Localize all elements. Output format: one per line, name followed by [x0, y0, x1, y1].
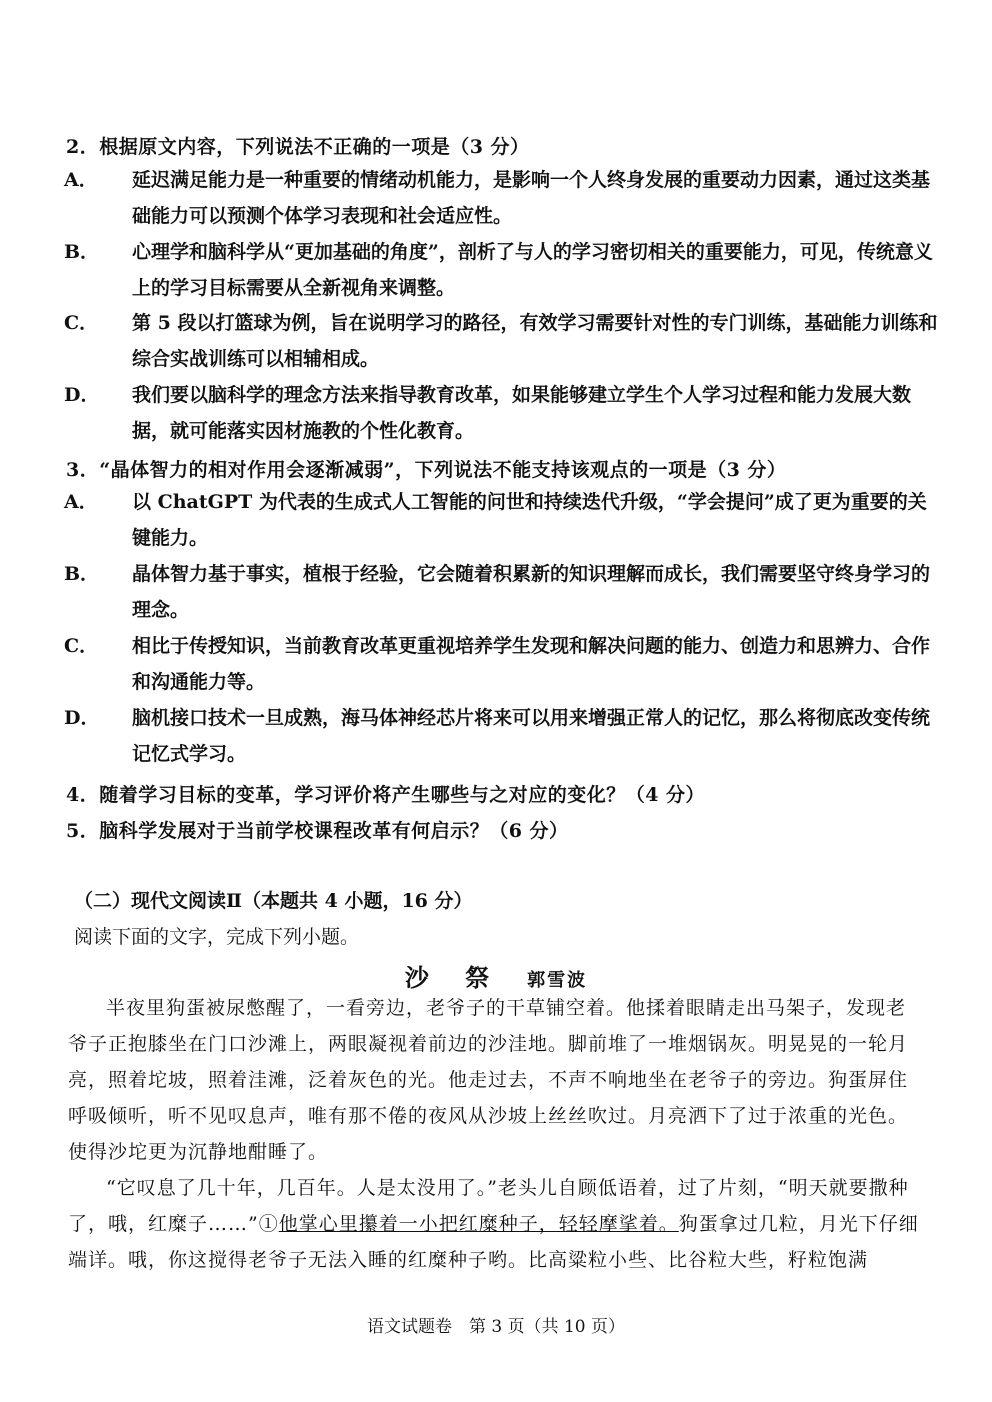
- question-3-stem: 3．“晶体智力的相对作用会逐渐减弱”，下列说法不能支持该观点的一项是（3 分）: [66, 459, 787, 481]
- option-label: B．: [64, 563, 100, 585]
- option-text: 晶体智力基于事实，植根于经验，它会随着积累新的知识理解而成长，我们需要坚守终身学习的理念。: [132, 563, 931, 621]
- article-title-line: [0, 958, 992, 993]
- option-label: D．: [64, 707, 100, 729]
- page-footer: 语文试题卷 第 3 页（共 10 页）: [366, 1317, 626, 1337]
- q3-option-c: [64, 628, 944, 700]
- q3-option-d: [64, 700, 944, 772]
- section-heading: （二）现代文阅读Ⅱ（本题共 4 小题，16 分）: [74, 890, 473, 912]
- q2-option-d: [64, 377, 944, 449]
- option-text: 相比于传授知识，当前教育改革更重视培养学生发现和解决问题的能力、创造力和思辨力、合作和沟通能力等。: [132, 635, 931, 693]
- q3-option-a: [64, 484, 944, 556]
- option-text: 第 5 段以打篮球为例，旨在说明学习的路径，有效学习需要针对性的专门训练，基础能力训练和综合实战训练可以相辅相成。: [132, 312, 938, 370]
- article-paragraph-1: 半夜里狗蛋被尿憋醒了，一看旁边，老爷子的干草铺空着。他揉着眼睛走出马架子，发现老爷子正抱膝坐在门口沙滩上，两眼凝视着前边的沙洼地。脚前堆了一堆烟锅灰。明晃晃的一轮月亮，照着坨坡，照着洼滩，泛着灰色的光。他走过去，不声不响地坐在老爷子的旁边。狗蛋屏住呼吸倾听，听不见叹息声，唯有那不倦的夜风从沙坡上丝丝吹过。月亮洒下了过于浓重的光色。使得沙坨更为沉静地酣睡了。: [68, 997, 909, 1163]
- option-text: 以 ChatGPT 为代表的生成式人工智能的问世和持续迭代升级，“学会提问”成了更为重要的关键能力。: [132, 491, 927, 549]
- option-text: 心理学和脑科学从“更加基础的角度”，剖析了与人的学习密切相关的重要能力，可见，传统意义上的学习目标需要从全新视角来调整。: [132, 241, 933, 299]
- q2-option-c: [64, 305, 944, 377]
- option-label: A．: [64, 491, 98, 513]
- option-label: D．: [64, 384, 100, 406]
- article-title: 沙 祭: [404, 963, 504, 992]
- reading-instruction: 阅读下面的文字，完成下列小题。: [74, 926, 360, 948]
- paragraph-text: “它叹息了几十年，几百年。人是太没用了。”老头儿自顾低语着，过了片刻，“明天就要撒种了，哦，红糜子……”①: [68, 1177, 909, 1235]
- paragraph-text: 狗蛋拿过几粒，月光下仔细端详。哦，你这搅得老爷子无法入睡的红糜种子哟。比高粱粒小些、比谷粒大些，籽粒饱满: [68, 1213, 919, 1271]
- option-label: B．: [64, 241, 100, 263]
- option-label: A．: [64, 169, 98, 191]
- option-text: 脑机接口技术一旦成熟，海马体神经芯片将来可以用来增强正常人的记忆，那么将彻底改变传统记忆式学习。: [132, 707, 931, 765]
- article-author: 郭雪波: [527, 970, 588, 991]
- question-5: 5．脑科学发展对于当前学校课程改革有何启示？（6 分）: [66, 820, 569, 842]
- question-2-stem: 2．根据原文内容，下列说法不正确的一项是（3 分）: [66, 136, 530, 158]
- article-paragraph-2: [68, 1170, 920, 1278]
- q2-option-b: [64, 234, 944, 306]
- question-4: 4．随着学习目标的变革，学习评价将产生哪些与之对应的变化？（4 分）: [66, 784, 706, 806]
- option-text: 我们要以脑科学的理念方法来指导教育改革，如果能够建立学生个人学习过程和能力发展大数据，就可能落实因材施教的个性化教育。: [132, 384, 912, 442]
- option-text: 延迟满足能力是一种重要的情绪动机能力，是影响一个人终身发展的重要动力因素，通过这类基础能力可以预测个体学习表现和社会适应性。: [132, 169, 931, 227]
- underlined-sentence: 他掌心里攥着一小把红糜种子，轻轻摩挲着。: [278, 1213, 679, 1235]
- article-body: [68, 990, 920, 1278]
- option-label: C．: [64, 635, 99, 657]
- option-label: C．: [64, 312, 99, 334]
- q3-option-b: [64, 556, 944, 628]
- q2-option-a: [64, 162, 944, 234]
